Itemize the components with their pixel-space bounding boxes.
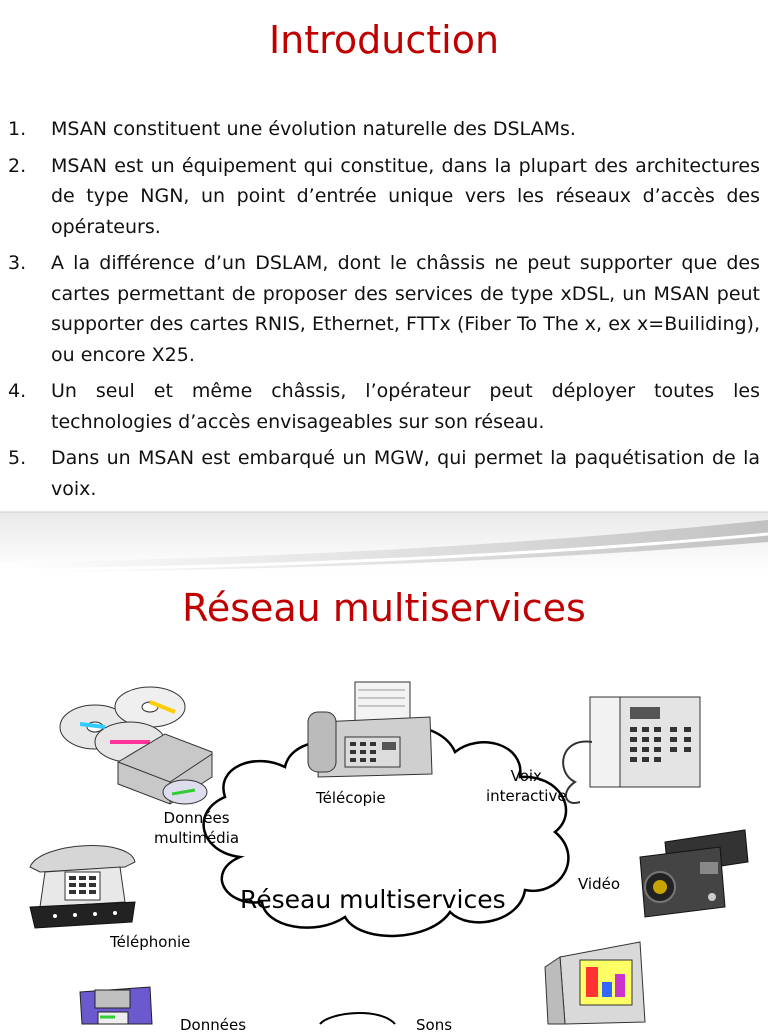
old-telephone-icon	[30, 846, 135, 928]
label-donnees-partial: Données	[180, 1016, 247, 1034]
label-voix-line2: interactive	[486, 787, 567, 805]
label-voix	[486, 766, 567, 806]
label-voix-line1: Voix	[510, 767, 542, 785]
list-text: A la différence d’un DSLAM, dont le châssis ne peut supporter que des cartes permettant de proposer des services de type xDSL, un MSAN peut supporter des cartes RNIS, Ethernet, FTTx (Fiber To The x, ex x=Builiding), ou encore X25.	[51, 252, 760, 366]
label-telephonie: Téléphonie	[110, 933, 191, 951]
list-number: 3.	[8, 252, 27, 274]
slide-reseau-multiservices	[0, 512, 768, 1034]
list-number: 4.	[8, 380, 27, 402]
list-item	[0, 151, 768, 243]
floppy-disk-icon	[80, 987, 152, 1024]
list-text: MSAN constituent une évolution naturelle des DSLAMs.	[51, 118, 576, 140]
list-text: Dans un MSAN est embarqué un MGW, qui permet la paquétisation de la voix.	[51, 447, 760, 500]
desk-phone-icon	[563, 697, 700, 803]
list-item	[0, 376, 768, 437]
label-video: Vidéo	[578, 875, 621, 893]
list-text: Un seul et même châssis, l’opérateur peut déployer toutes les technologies d’accès envisageables sur son réseau.	[51, 380, 760, 433]
label-telecopie: Télécopie	[316, 789, 386, 807]
list-item	[0, 443, 768, 504]
list-number: 5.	[8, 447, 27, 469]
slide-title: Réseau multiservices	[182, 586, 586, 630]
slide-introduction	[0, 0, 768, 512]
fax-machine-icon	[308, 682, 432, 777]
label-donnees-multimedia	[154, 808, 239, 848]
list-number: 2.	[8, 154, 27, 177]
label-donnees-line2: multimédia	[154, 829, 240, 847]
cloud-label: Réseau multiservices	[240, 885, 506, 914]
label-donnees-line1: Données	[163, 809, 230, 827]
slide-title: Introduction	[268, 18, 500, 62]
list-item	[0, 248, 768, 370]
list-item	[0, 114, 768, 145]
list-text: MSAN est un équipement qui constitue, dans la plupart des architectures de type NGN, un point d’entrée unique vers les réseaux d’accès des opérateurs.	[51, 154, 760, 238]
points-list	[0, 114, 768, 510]
video-camera-icon	[640, 830, 748, 917]
computer-icon	[545, 942, 645, 1024]
cd-discs-icon	[60, 687, 212, 804]
label-sons-partial: Sons	[416, 1016, 453, 1034]
list-number: 1.	[8, 118, 27, 140]
